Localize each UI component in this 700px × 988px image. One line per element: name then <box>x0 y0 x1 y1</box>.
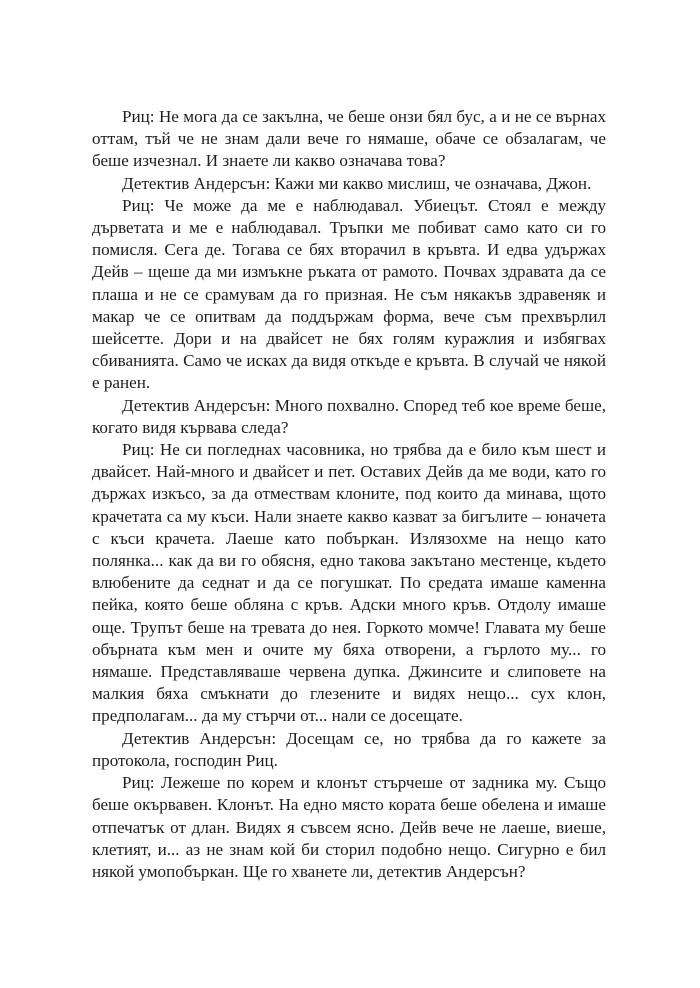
paragraph: Риц: Не мога да се закълна, че беше онзи бял бус, а и не се върнах оттам, тъй че не знам дали вече го нямаше, обаче се обзалагам, че беше изчезнал. И знаете ли какво означава това? <box>92 107 606 171</box>
paragraph: Риц: Лежеше по корем и клонът стърчеше от задника му. Също беше окървавен. Клонът. На едно място кората беше обелена и имаше отпечатък от длан. Видях я съвсем ясно. Дейв вече не лаеше, виеше, клетият, и... аз не знам кой би сторил подобно нещо. Сигурно е бил някой умопобъркан. Ще го хванете ли, детектив Андерсън? <box>92 773 606 881</box>
page-text <box>92 106 606 883</box>
paragraph: Детектив Андерсън: Много похвално. Според теб кое време беше, когато видя кървава следа? <box>92 395 606 437</box>
paragraph: Детектив Андерсън: Досещам се, но трябва да го кажете за протокола, господин Риц. <box>92 728 606 770</box>
paragraph: Риц: Не си погледнах часовника, но трябва да е било към шест и двайсет. Най-много и двайсет и пет. Оставих Дейв да ме води, като го държах изкъсо, за да отмествам клоните, под които да минава, щото крачетата са му къси. Нали знаете какво казват за бигълите – юначета с къси крачета. Лаеше като побъркан. Излязохме на нещо като полянка... как да ви го обясня, едно такова закътано местенце, където влюбените да седнат и да се погушкат. По средата имаше каменна пейка, която беше обляна с кръв. Адски много кръв. Отдолу имаше още. Трупът беше на тревата до нея. Горкото момче! Главата му беше обърната към мен и очите му бяха отворени, а гърлото му... го нямаше. Представляваше червена дупка. Джинсите и слиповете на малкия бяха смъкнати до глезените и видях нещо... сух клон, предполагам... да му стърчи от... нали се досещате. <box>92 440 606 726</box>
paragraph: Детектив Андерсън: Кажи ми какво мислиш, че означава, Джон. <box>122 173 592 193</box>
paragraph: Риц: Че може да ме е наблюдавал. Убиецът. Стоял е между дърветата и ме е наблюдавал. Тръпки ме побиват само като си го помисля. Сега де. Тогава се бях вторачил в кръвта. И едва удържах Дейв – щеше да ми измъкне ръката от рамото. Почвах здравата да се плаша и не се срамувам да го призная. Не съм някакъв здравеняк и макар че се опитвам да поддържам форма, вече съм прехвърлил шейсетте. Дори и на двайсет не бях голям куражлия и избягвах сбиванията. Само че исках да видя откъде е кръвта. В случай че някой е ранен. <box>92 195 606 393</box>
